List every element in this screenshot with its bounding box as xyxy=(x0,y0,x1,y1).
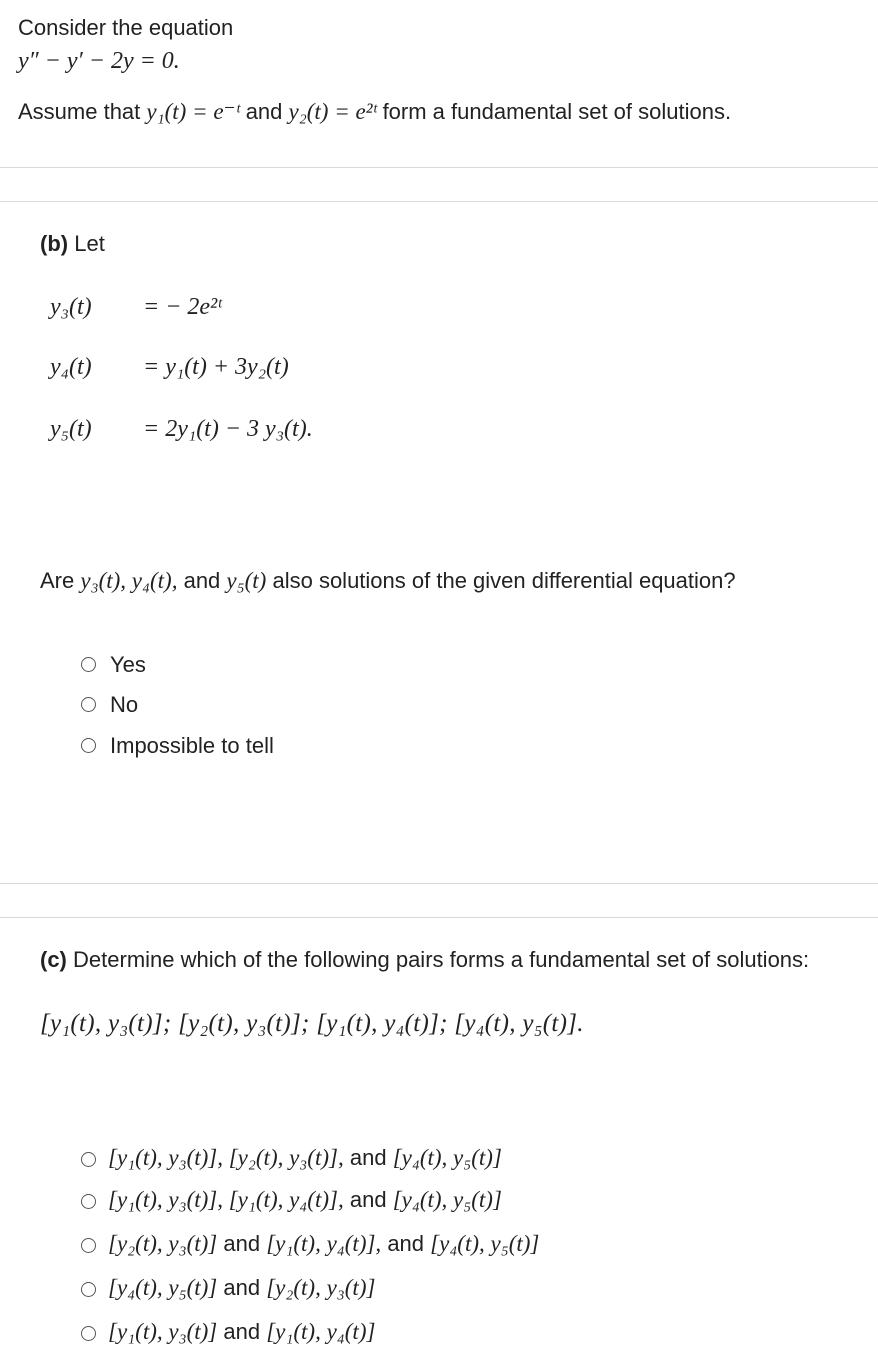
pair: [y₄(t), y₅(t)] xyxy=(392,1145,502,1170)
section-divider xyxy=(0,201,878,202)
pair: [y₁(t), y₄(t)] xyxy=(266,1319,376,1344)
radio-option-5[interactable] xyxy=(81,1326,96,1341)
pair: [y₁(t), y₃(t)] xyxy=(108,1319,218,1344)
pair: [y₁(t), y₄(t)], xyxy=(266,1231,382,1256)
and-word: and xyxy=(387,1231,425,1256)
radio-option-2[interactable] xyxy=(81,1194,96,1209)
definition-lhs: y₅(t) xyxy=(50,416,92,442)
pair: [y₂(t), y₃(t)] xyxy=(266,1275,376,1300)
part-b-let: Let xyxy=(74,231,105,256)
and-word: and xyxy=(349,1145,387,1170)
definition-lhs: y₄(t) xyxy=(50,354,92,380)
part-b-label: (b) xyxy=(40,231,69,256)
pair: [y₂(t), y₃(t)] xyxy=(108,1231,218,1256)
pair: [y₁(t), y₄(t)], xyxy=(228,1187,344,1212)
and-word: and xyxy=(223,1275,261,1300)
and-word: and xyxy=(223,1319,261,1344)
radio-no[interactable] xyxy=(81,697,96,712)
question-suffix: also solutions of the given differential equation? xyxy=(272,568,736,593)
definition-rhs: = − 2e²ᵗ xyxy=(143,294,222,320)
radio-impossible[interactable] xyxy=(81,738,96,753)
radio-yes[interactable] xyxy=(81,657,96,672)
section-divider xyxy=(0,167,878,168)
part-b-heading xyxy=(40,230,105,258)
radio-option-4[interactable] xyxy=(81,1282,96,1297)
definition-rhs: = y₁(t) + 3y₂(t) xyxy=(143,354,289,380)
part-c-text: Determine which of the following pairs forms a fundamental set of solutions: xyxy=(73,947,810,972)
and-word: and xyxy=(245,99,283,124)
pair: [y₄(t), y₅(t)] xyxy=(392,1187,502,1212)
part-c-label: (c) xyxy=(40,947,67,972)
question-prefix: Are xyxy=(40,568,75,593)
option-impossible-label[interactable]: Impossible to tell xyxy=(110,733,274,758)
definition-rhs: = 2y₁(t) − 3 y₃(t). xyxy=(143,416,313,442)
y1-definition: y₁(t) = e⁻ᵗ xyxy=(146,99,240,124)
assume-prefix: Assume that xyxy=(18,99,141,124)
option-2-label[interactable] xyxy=(108,1186,502,1214)
option-3-label[interactable] xyxy=(108,1230,539,1258)
pair: [y₂(t), y₃(t)], xyxy=(228,1145,344,1170)
option-4-label[interactable] xyxy=(108,1274,375,1302)
question-and: and xyxy=(183,568,221,593)
pair: [y₁(t), y₃(t)], xyxy=(108,1187,223,1212)
question-y5: y₅(t) xyxy=(226,568,267,593)
section-divider xyxy=(0,917,878,918)
definition-lhs: y₃(t) xyxy=(50,294,92,320)
pair: [y₄(t), y₅(t)] xyxy=(108,1275,218,1300)
pairs-list: [y₁(t), y₃(t)]; [y₂(t), y₃(t)]; [y₁(t), y₄(t)]; [y₄(t), y₅(t)]. xyxy=(40,1010,584,1037)
y2-definition: y₂(t) = e²ᵗ xyxy=(288,99,377,124)
radio-option-3[interactable] xyxy=(81,1238,96,1253)
question-funcs: y₃(t), y₄(t), xyxy=(80,568,178,593)
assume-sentence xyxy=(18,98,731,126)
main-equation: y″ − y′ − 2y = 0. xyxy=(18,48,180,74)
option-1-label[interactable] xyxy=(108,1144,502,1172)
option-yes-label[interactable]: Yes xyxy=(110,652,146,677)
option-no-label[interactable]: No xyxy=(110,692,139,717)
part-c-heading xyxy=(40,946,809,974)
intro-line: Consider the equation xyxy=(18,15,234,40)
part-b-question xyxy=(40,567,736,595)
option-5-label[interactable] xyxy=(108,1318,375,1346)
pair: [y₁(t), y₃(t)], xyxy=(108,1145,223,1170)
and-word: and xyxy=(223,1231,261,1256)
section-divider xyxy=(0,883,878,884)
assume-suffix: form a fundamental set of solutions. xyxy=(382,99,732,124)
and-word: and xyxy=(349,1187,387,1212)
pair: [y₄(t), y₅(t)] xyxy=(430,1231,540,1256)
radio-option-1[interactable] xyxy=(81,1152,96,1167)
